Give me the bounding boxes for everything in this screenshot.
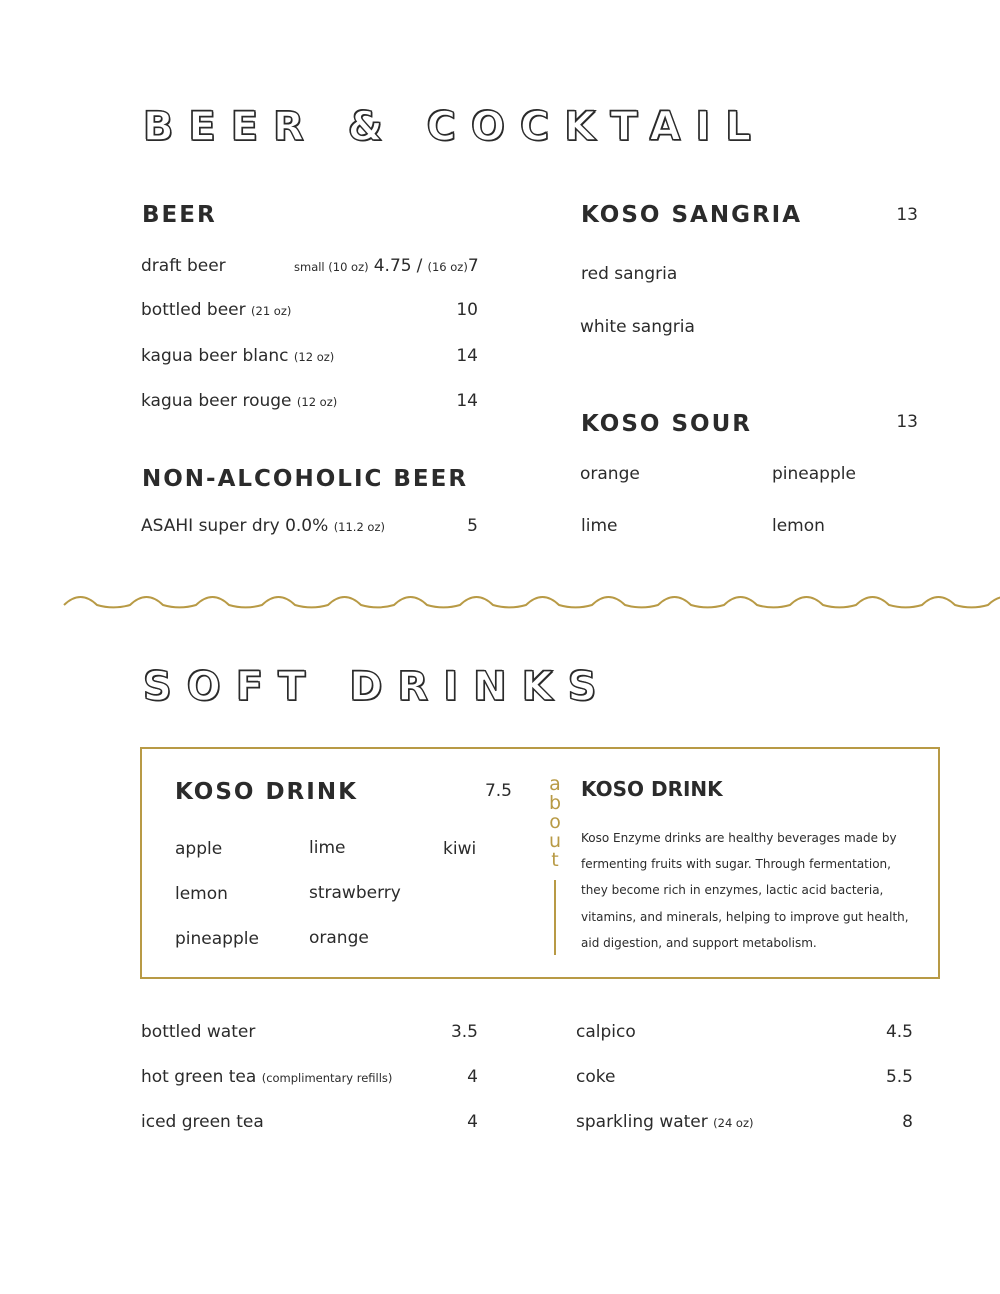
koso-flavor: apple [175,839,223,859]
soft-item-price: 8 [902,1112,913,1132]
koso-flavor: strawberry [309,883,401,903]
item-price: 10 [456,300,478,320]
wave-divider [0,585,1000,625]
soft-item-price: 4 [467,1112,478,1132]
about-line: vitamins, and minerals, helping to improve gut health, [581,910,909,924]
sangria-item: red sangria [581,264,678,284]
menu-item [576,1112,754,1132]
item-price: 14 [456,346,478,366]
soft-item-note: (24 oz) [713,1116,754,1130]
about-line: aid digestion, and support metabolism. [581,936,817,950]
item-price: 5 [467,516,478,536]
koso-flavor: pineapple [175,929,259,949]
about-line: fermenting fruits with sugar. Through fermentation, [581,857,891,871]
item-size: (11.2 oz) [333,520,385,534]
soft-item-name: calpico [576,1022,636,1042]
soft-item-name: iced green tea [141,1112,264,1132]
draft-large-label: (16 oz) [427,260,468,274]
about-letter: o [549,811,561,833]
soft-item-price: 4.5 [885,1022,913,1042]
soft-item-price: 3.5 [450,1022,478,1042]
menu-item [141,1067,392,1087]
sour-item: pineapple [772,464,856,484]
draft-large-price: 7 [467,256,479,276]
soft-item-price: 5.5 [885,1067,913,1087]
soft-item-name: bottled water [141,1022,256,1042]
koso-flavor: lemon [175,884,228,904]
menu-item [141,300,291,320]
item-name: kagua beer rouge [141,391,292,411]
draft-beer-prices [294,256,479,276]
koso-drink-title: KOSO DRINK [175,779,358,805]
sangria-item: white sangria [580,317,695,337]
about-line: Koso Enzyme drinks are healthy beverages made by [581,831,897,845]
menu-item [141,346,334,366]
item-size: (12 oz) [296,395,338,409]
menu-item [141,516,385,536]
koso-flavor: orange [309,928,369,948]
soft-drinks-title: SOFT DRINKS [143,664,612,710]
draft-small-price: 4.75 [373,256,412,276]
about-letter: b [548,792,562,814]
draft-small-label: small (10 oz) [294,260,369,274]
soft-item-name: coke [576,1067,616,1087]
item-size: (12 oz) [293,350,335,364]
item-size: (21 oz) [251,304,292,318]
about-letter: u [548,830,562,852]
sangria-price: 13 [896,205,918,225]
non-alcoholic-title: NON-ALCOHOLIC BEER [142,466,469,492]
draft-separator: / [416,256,423,276]
sour-item: orange [580,464,640,484]
draft-beer-name: draft beer [141,256,226,276]
about-line: they become rich in enzymes, lactic acid bacteria, [581,883,884,897]
about-letter: a [549,773,561,795]
item-price: 14 [456,391,478,411]
soft-item-price: 4 [467,1067,478,1087]
menu-item [141,391,337,411]
sour-price: 13 [896,412,918,432]
page-title: BEER & COCKTAIL [143,104,766,150]
sour-title: KOSO SOUR [581,411,752,437]
item-name: ASAHI super dry 0.0% [141,516,329,536]
sangria-title: KOSO SANGRIA [581,202,803,228]
soft-item-name: sparkling water [576,1112,708,1132]
beer-section-title: BEER [142,202,217,228]
soft-item-name: hot green tea [141,1067,257,1087]
about-letter: t [551,849,559,871]
about-rule [554,880,556,955]
soft-item-note: (complimentary refills) [261,1071,393,1085]
item-name: kagua beer blanc [141,346,289,366]
koso-flavor: kiwi [443,839,477,859]
about-title: KOSO DRINK [581,777,723,801]
koso-drink-price: 7.5 [484,781,512,801]
sour-item: lime [581,516,618,536]
koso-flavor: lime [309,838,346,858]
item-name: bottled beer [141,300,246,320]
sour-item: lemon [772,516,825,536]
